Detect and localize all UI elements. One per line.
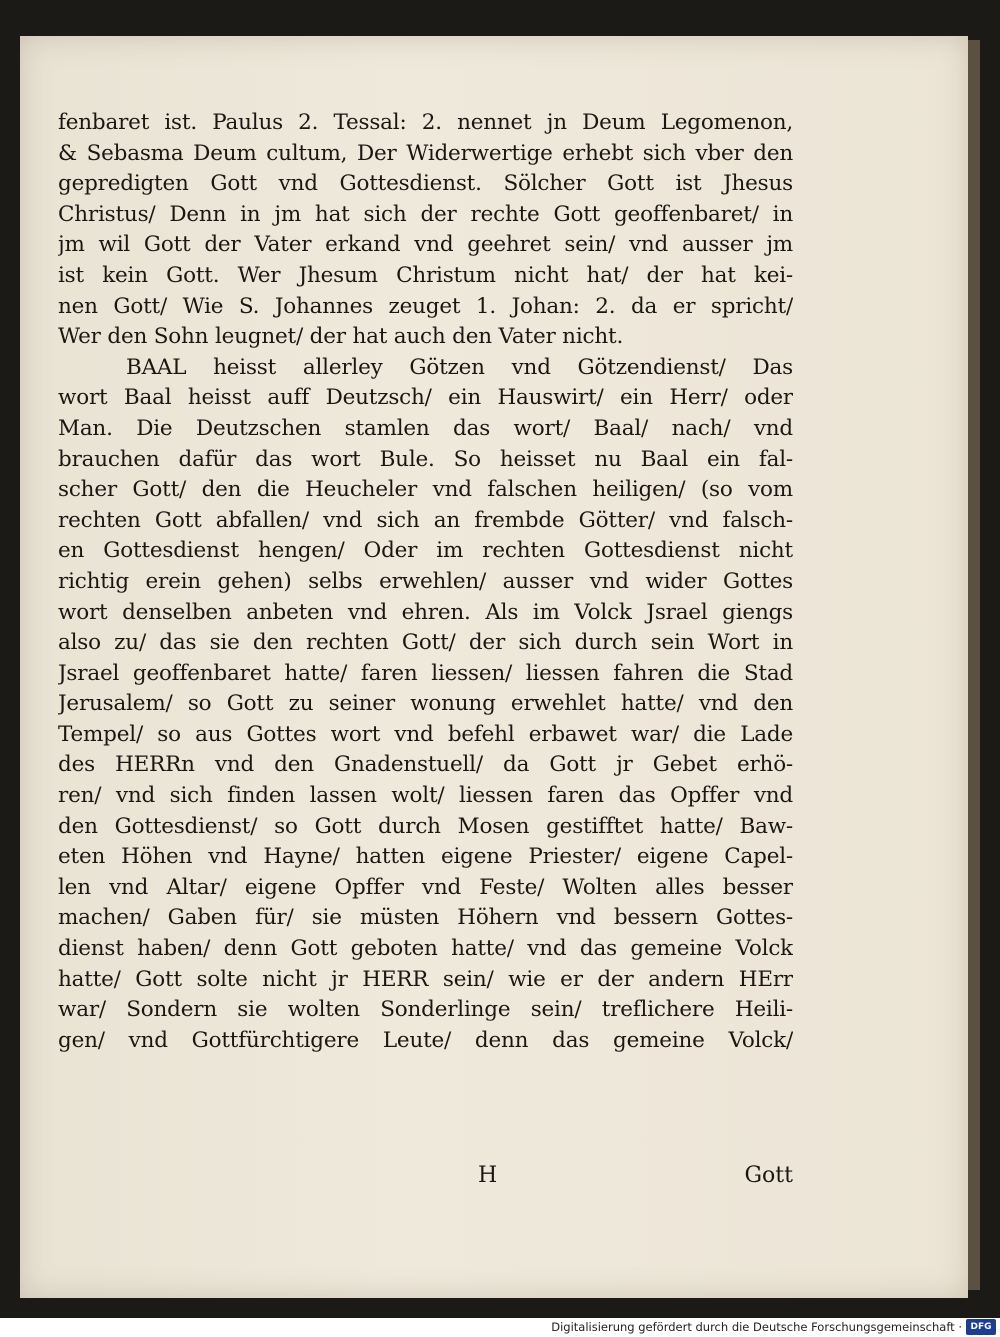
text-line: dienst haben/ denn Gott geboten hatte/ vnd das gemeine Volck [58, 936, 793, 962]
text-line: en Gottesdienst hengen/ Oder im rechten Gottesdienst nicht [58, 538, 793, 564]
text-line: Jsrael geoffenbaret hatte/ faren liessen/ liessen fahren die Stad [58, 660, 793, 686]
text-line: gen/ vnd Gottfürchtigere Leute/ denn das gemeine Volck/ [58, 1027, 793, 1053]
text-line: Wer den Sohn leugnet/ der hat auch den Vater nicht. [58, 324, 624, 350]
text-line: wort denselben anbeten vnd ehren. Als im Volck Jsrael giengs [58, 599, 793, 625]
text-line: ren/ vnd sich finden lassen wolt/ liessen faren das Opffer vnd [58, 783, 793, 809]
credit-bar [0, 1318, 1000, 1337]
text-line: rechten Gott abfallen/ vnd sich an frembde Götter/ vnd falsch- [58, 507, 793, 533]
text-line: machen/ Gaben für/ sie müsten Höhern vnd bessern Gottes- [58, 905, 793, 931]
text-line: brauchen dafür das wort Bule. So heisset nu Baal ein fal- [58, 446, 793, 472]
text-line: Jerusalem/ so Gott zu seiner wonung erwehlet hatte/ vnd den [58, 691, 793, 717]
text-line: gepredigten Gott vnd Gottesdienst. Sölcher Gott ist Jhesus [58, 171, 793, 197]
text-line: war/ Sondern sie wolten Sonderlinge sein/ treflichere Heili- [58, 997, 793, 1023]
text-line: fenbaret ist. Paulus 2. Tessal: 2. nennet jn Deum Legomenon, [58, 110, 793, 135]
dfg-logo-icon: DFG [966, 1319, 996, 1335]
text-line: den Gottesdienst/ so Gott durch Mosen gestifftet hatte/ Baw- [58, 813, 793, 839]
text-block [58, 108, 793, 1056]
page-footer [58, 1163, 793, 1197]
text-line: ist kein Gott. Wer Jhesum Christum nicht hat/ der hat kei- [58, 262, 793, 288]
text-line: des HERRn vnd den Gnadenstuell/ da Gott jr Gebet erhö- [58, 752, 793, 778]
text-line: & Sebasma Deum cultum, Der Widerwertige erhebt sich vber den [58, 140, 793, 166]
text-line: Tempel/ so aus Gottes wort vnd befehl erbawet war/ die Lade [58, 721, 793, 747]
text-line: Man. Die Deutzschen stamlen das wort/ Baal/ nach/ vnd [58, 415, 793, 441]
credit-text: Digitalisierung gefördert durch die Deutsche Forschungsgemeinschaft · [551, 1320, 962, 1334]
book-page [20, 36, 968, 1298]
text-line: wort Baal heisst auff Deutzsch/ ein Hauswirt/ ein Herr/ oder [58, 385, 793, 411]
text-line: nen Gott/ Wie S. Johannes zeuget 1. Johan: 2. da er spricht/ [58, 293, 793, 319]
text-line: hatte/ Gott solte nicht jr HERR sein/ wie er der andern HErr [58, 966, 793, 992]
text-line: Christus/ Denn in jm hat sich der rechte Gott geoffenbaret/ in [58, 201, 793, 227]
text-line: scher Gott/ den die Heucheler vnd falschen heiligen/ (so vom [58, 477, 793, 503]
text-line: also zu/ das sie den rechten Gott/ der sich durch sein Wort in [58, 630, 793, 656]
text-line: len vnd Altar/ eigene Opffer vnd Feste/ Wolten alles besser [58, 874, 793, 900]
text-line: eten Höhen vnd Hayne/ hatten eigene Priester/ eigene Capel- [58, 844, 793, 870]
text-line: BAAL heisst allerley Götzen vnd Götzendienst/ Das [126, 354, 793, 380]
catchword: Gott [744, 1163, 793, 1188]
text-line: jm wil Gott der Vater erkand vnd geehret sein/ vnd ausser jm [58, 232, 793, 258]
signature-mark: H [478, 1163, 498, 1188]
text-line: richtig erein gehen) selbs erwehlen/ ausser vnd wider Gottes [58, 568, 793, 594]
